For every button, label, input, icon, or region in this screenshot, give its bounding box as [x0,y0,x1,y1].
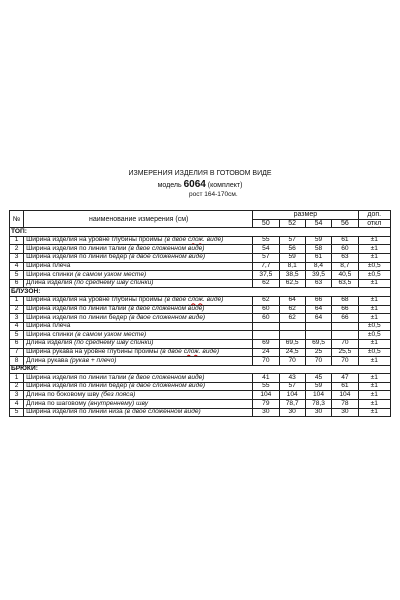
measurement-label: Длина изделия [26,279,73,287]
measurement-note: (в двое сложенном виде) [128,253,206,261]
column-header-name: наименование измерения (см) [24,211,253,228]
measurement-label: Ширина изделия по линии низа [26,408,123,416]
size-value: 8,7 [332,262,358,271]
measurement-label: Ширина спинки [26,270,74,278]
measurement-name [24,400,253,409]
size-value: 62 [253,279,279,288]
size-value: 104 [305,391,331,400]
measurement-label: Ширина изделия на уровне глубины проймы [26,236,163,244]
table-row [10,408,391,417]
row-number: 7 [10,348,24,357]
table-row [10,262,391,271]
row-number: 8 [10,357,24,366]
measurement-label: Ширина рукава на уровне глубины проймы [26,348,159,355]
size-value: 78 [332,400,358,409]
size-value: 63,5 [332,279,358,288]
measurement-note: (в двое [164,296,188,304]
size-value: 62 [279,314,305,323]
table-header-row [10,211,391,220]
size-value [279,331,305,340]
measurement-note: (в самом узком месте) [75,330,147,338]
section-title: ТОП: [10,228,391,237]
tolerance-value: ±1 [358,408,390,417]
measurement-label: Длина по шаговому [26,399,87,407]
size-value: 55 [253,382,279,391]
measurement-note: (в двое сложенном виде) [128,313,206,321]
measurement-name [24,382,253,391]
measurement-note: (в двое [160,348,184,355]
measurement-label: Ширина плеча [26,322,71,330]
measurement-name [24,245,253,254]
column-header-tolerance: доп. [358,211,390,220]
section-row [10,288,391,297]
size-value: 24,5 [279,348,305,357]
size-value: 59 [305,236,331,245]
row-number: 6 [10,279,24,288]
tolerance-abbrev: откл [367,219,382,227]
table-row [10,357,391,366]
size-value: 25 [305,348,331,357]
measurement-note: (в двое сложенном виде) [128,305,205,313]
table-row [10,236,391,245]
table-row [10,339,391,348]
size-value: 39,5 [305,271,331,280]
table-row [10,305,391,314]
measurement-label: Ширина изделия по линии талии [26,305,127,313]
column-header-size: размер [253,211,358,220]
size-value [332,322,358,331]
measurement-note: слож. [183,348,201,355]
table-row [10,271,391,280]
tolerance-value: ±0,5 [358,331,390,340]
measurement-label: Ширина изделия по линии бедер [26,313,128,321]
measurement-name [24,339,253,348]
size-value: 70 [332,339,358,348]
size-value: 64 [305,314,331,323]
model-line [0,179,400,192]
size-value: 47 [332,374,358,383]
measurement-note: (рукав + плечо) [69,356,117,364]
measurement-name [24,331,253,340]
size-value: 64 [279,296,305,305]
measurement-note: (без пояса) [101,390,136,398]
size-value [305,331,331,340]
size-value: 104 [253,391,279,400]
size-header: 52 [279,219,305,228]
size-value: 61 [332,236,358,245]
measurement-label: Ширина плеча [26,262,71,270]
size-value: 8,1 [279,262,305,271]
size-value: 43 [279,374,305,383]
size-value: 63 [332,253,358,262]
size-value [279,322,305,331]
size-value: 66 [332,305,358,314]
size-value: 30 [279,408,305,417]
measurement-label: Длина изделия [26,339,73,347]
size-value: 60 [253,314,279,323]
row-number: 3 [10,391,24,400]
measurement-name [24,374,253,383]
tolerance-value: ±1 [358,357,390,366]
measurement-note: (в самом узком месте) [75,270,147,278]
tolerance-value: ±0,5 [358,322,390,331]
size-header: 50 [253,219,279,228]
size-value: 69,5 [305,339,331,348]
size-value: 60 [253,305,279,314]
measurement-label: Длина по боковому шву [26,390,100,398]
measurement-note: виде) [200,348,220,355]
measurement-label: Ширина изделия по линии талии [26,244,127,252]
tolerance-value: ±1 [358,374,390,383]
size-value: 58 [305,245,331,254]
measurement-name [24,314,253,323]
tolerance-value: ±1 [358,279,390,288]
measurement-name [24,296,253,305]
size-value: 104 [332,391,358,400]
size-value: 40,5 [332,271,358,280]
row-number: 2 [10,382,24,391]
table-row [10,296,391,305]
size-value [253,331,279,340]
row-number: 4 [10,400,24,409]
tolerance-value: ±0,5 [358,262,390,271]
size-value: 37,5 [253,271,279,280]
size-value: 66 [332,314,358,323]
size-value: 63 [305,279,331,288]
measurement-label: Ширина изделия по линии бедер [26,253,128,261]
measurement-note: виде) [204,296,224,304]
tolerance-value: ±1 [358,236,390,245]
measurement-name [24,408,253,417]
measurement-name [24,236,253,245]
measurement-note: (в двое сложенном виде) [128,382,206,390]
document-title: ИЗМЕРЕНИЯ ИЗДЕЛИЯ В ГОТОВОМ ВИДЕ [128,170,272,177]
table-row [10,400,391,409]
measurement-note: (внутреннему) [88,399,135,407]
table-row [10,331,391,340]
tolerance-value: ±0,5 [358,348,390,357]
size-value: 70 [253,357,279,366]
table-row [10,322,391,331]
size-header: 54 [305,219,331,228]
tolerance-value: ±1 [358,339,390,348]
size-value: 24 [253,348,279,357]
measurement-name [24,271,253,280]
row-number: 1 [10,296,24,305]
measurement-note: (в двое [164,236,188,244]
row-number: 5 [10,271,24,280]
size-value: 7,7 [253,262,279,271]
row-number: 2 [10,305,24,314]
tolerance-value: ±1 [358,296,390,305]
size-value: 104 [279,391,305,400]
size-value: 62 [253,296,279,305]
measurements-table [9,210,391,417]
measurement-name [24,305,253,314]
document-header [0,170,400,199]
measurement-name [24,357,253,366]
size-value: 30 [332,408,358,417]
row-number: 4 [10,262,24,271]
size-value: 68 [332,296,358,305]
size-value: 62 [279,305,305,314]
tolerance-value: ±1 [358,400,390,409]
size-value: 57 [279,382,305,391]
tolerance-value: ±1 [358,245,390,254]
section-title: БРЮКИ: [10,365,391,374]
size-value: 57 [253,253,279,262]
measurement-note: слож. [187,236,205,244]
size-value: 61 [305,253,331,262]
size-value [305,322,331,331]
measurement-name [24,262,253,271]
measurement-note: (в двое сложенном виде) [128,373,205,381]
measurement-note: (по среднему шву спинки) [74,339,154,347]
size-value: 62,5 [279,279,305,288]
row-number: 5 [10,331,24,340]
tolerance-value: ±1 [358,253,390,262]
tolerance-value: ±1 [358,305,390,314]
height-range: рост 164-170см. [189,191,238,199]
measurement-label: Ширина изделия по линии талии [26,373,127,381]
size-value: 57 [279,236,305,245]
table-row [10,348,391,357]
tolerance-value: ±1 [358,314,390,323]
size-value: 69 [253,339,279,348]
table-row [10,374,391,383]
size-header: 56 [332,219,358,228]
size-value: 70 [279,357,305,366]
model-suffix: (комплект) [207,181,243,189]
column-header-number: № [10,211,24,228]
row-number: 2 [10,245,24,254]
size-value: 8,4 [305,262,331,271]
measurement-name [24,253,253,262]
row-number: 5 [10,408,24,417]
size-value: 78,3 [305,400,331,409]
measurement-name [24,322,253,331]
section-title: БЛУЗОН: [10,288,391,297]
size-value: 70 [332,357,358,366]
section-row [10,365,391,374]
table-row [10,279,391,288]
size-value: 59 [279,253,305,262]
measurement-label: Ширина изделия по линии бедер [26,382,128,390]
table-row [10,314,391,323]
measurement-note: шву [134,399,149,407]
size-value: 55 [253,236,279,245]
measurement-note: слож. [187,296,205,304]
row-number: 1 [10,374,24,383]
size-value: 78,7 [279,400,305,409]
tolerance-value: ±0,5 [358,271,390,280]
size-value: 30 [305,408,331,417]
column-header-tolerance-2 [358,219,390,228]
size-value: 56 [279,245,305,254]
measurement-name [24,279,253,288]
size-value: 69,5 [279,339,305,348]
size-value: 79 [253,400,279,409]
measurement-name [24,391,253,400]
table-row [10,253,391,262]
model-prefix: модель [157,181,182,189]
table-row [10,391,391,400]
size-value [332,331,358,340]
size-value: 41 [253,374,279,383]
size-value: 45 [305,374,331,383]
size-value: 60 [332,245,358,254]
table-row [10,245,391,254]
measurement-label: Ширина изделия на уровне глубины проймы [26,296,163,304]
measurement-note: (в двое сложенном виде) [124,408,201,416]
size-value: 59 [305,382,331,391]
measurement-name [24,348,253,357]
section-row [10,228,391,237]
row-number: 3 [10,314,24,323]
size-value: 25,5 [332,348,358,357]
measurements-table-body [10,211,391,417]
measurement-label: Длина рукава [26,356,68,364]
row-number: 3 [10,253,24,262]
row-number: 1 [10,236,24,245]
size-value: 54 [253,245,279,254]
tolerance-value: ±1 [358,391,390,400]
measurement-note: виде) [204,236,224,244]
size-value [253,322,279,331]
size-value: 64 [305,305,331,314]
model-number: 6064 [183,178,206,190]
table-row [10,382,391,391]
measurement-label: Ширина спинки [26,330,74,338]
measurement-note: (по среднему шву спинки) [74,279,154,287]
size-value: 66 [305,296,331,305]
size-value: 70 [305,357,331,366]
row-number: 6 [10,339,24,348]
size-value: 61 [332,382,358,391]
row-number: 4 [10,322,24,331]
measurement-note: (в двое сложенном виде) [128,244,205,252]
size-value: 30 [253,408,279,417]
tolerance-value: ±1 [358,382,390,391]
size-value: 38,5 [279,271,305,280]
